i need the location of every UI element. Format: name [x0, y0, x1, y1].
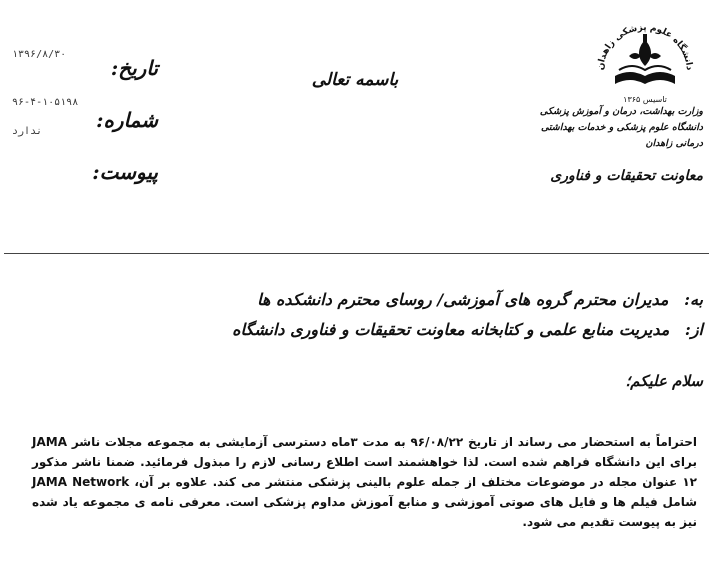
logo-founded: تاسیس ۱۳۶۵: [623, 95, 667, 104]
from-line: [103, 320, 703, 339]
greeting: سلام علیکم؛: [625, 372, 703, 390]
to-value: مدیران محترم گروه های آموزشی/ روسای محترم دانشکده ها: [257, 290, 669, 309]
number-label: شماره:: [96, 108, 158, 132]
number-value: ۹۶-۴-۱۰۵۱۹۸: [12, 97, 79, 108]
ministry-and-university: [513, 104, 703, 152]
letter-body: احتراماً به استحضار می رساند از تاریخ ۹۶/۰۸/۲۲ به مدت ۳ماه دسترسی آزمایشی به مجموعه مجلات ناشر JAMA برای این دانشگاه فراهم شده است. لذا خواهشمند است اطلاع رسانی لازم را مبذول فرمائید. ضمنا ناشر مذکور ۱۲ عنوان مجله در موضوعات مختلف از جمله علوم بالینی پزشکی منتشر می کند. علاوه بر آن، JAMA Network شامل فیلم ها و فایل های صوتی آموزشی و منابع آموزش مداوم پزشکی است. معرفی نامه ی مجموعه یاد شده نیز به پیوست تقدیم می شود.: [32, 435, 697, 529]
university-full-name: دانشگاه علوم پزشکی و خدمات بهداشتی درمانی زاهدان: [540, 122, 703, 149]
university-logo: [585, 10, 705, 110]
logo-arc-text: دانشگاه علوم پزشکی زاهدان: [595, 22, 695, 71]
attachment-label: پیوست:: [92, 160, 158, 184]
to-line: [103, 290, 703, 309]
invocation-heading: باسمه تعالی: [311, 70, 399, 90]
date-label: تاریخ:: [110, 56, 158, 80]
date-value: ۱۳۹۶/۸/۳۰: [12, 49, 67, 60]
ministry-name: وزارت بهداشت، درمان و آموزش پزشکی: [539, 106, 703, 117]
from-value: مدیریت منابع علمی و کتابخانه معاونت تحقیقات و فناوری دانشگاه: [232, 320, 670, 339]
attachment-value: ندارد: [12, 126, 43, 137]
header-divider: [4, 253, 709, 254]
from-label: از:: [684, 320, 703, 339]
deputy-name: معاونت تحقیقات و فناوری: [550, 168, 703, 184]
to-label: به:: [684, 290, 703, 309]
